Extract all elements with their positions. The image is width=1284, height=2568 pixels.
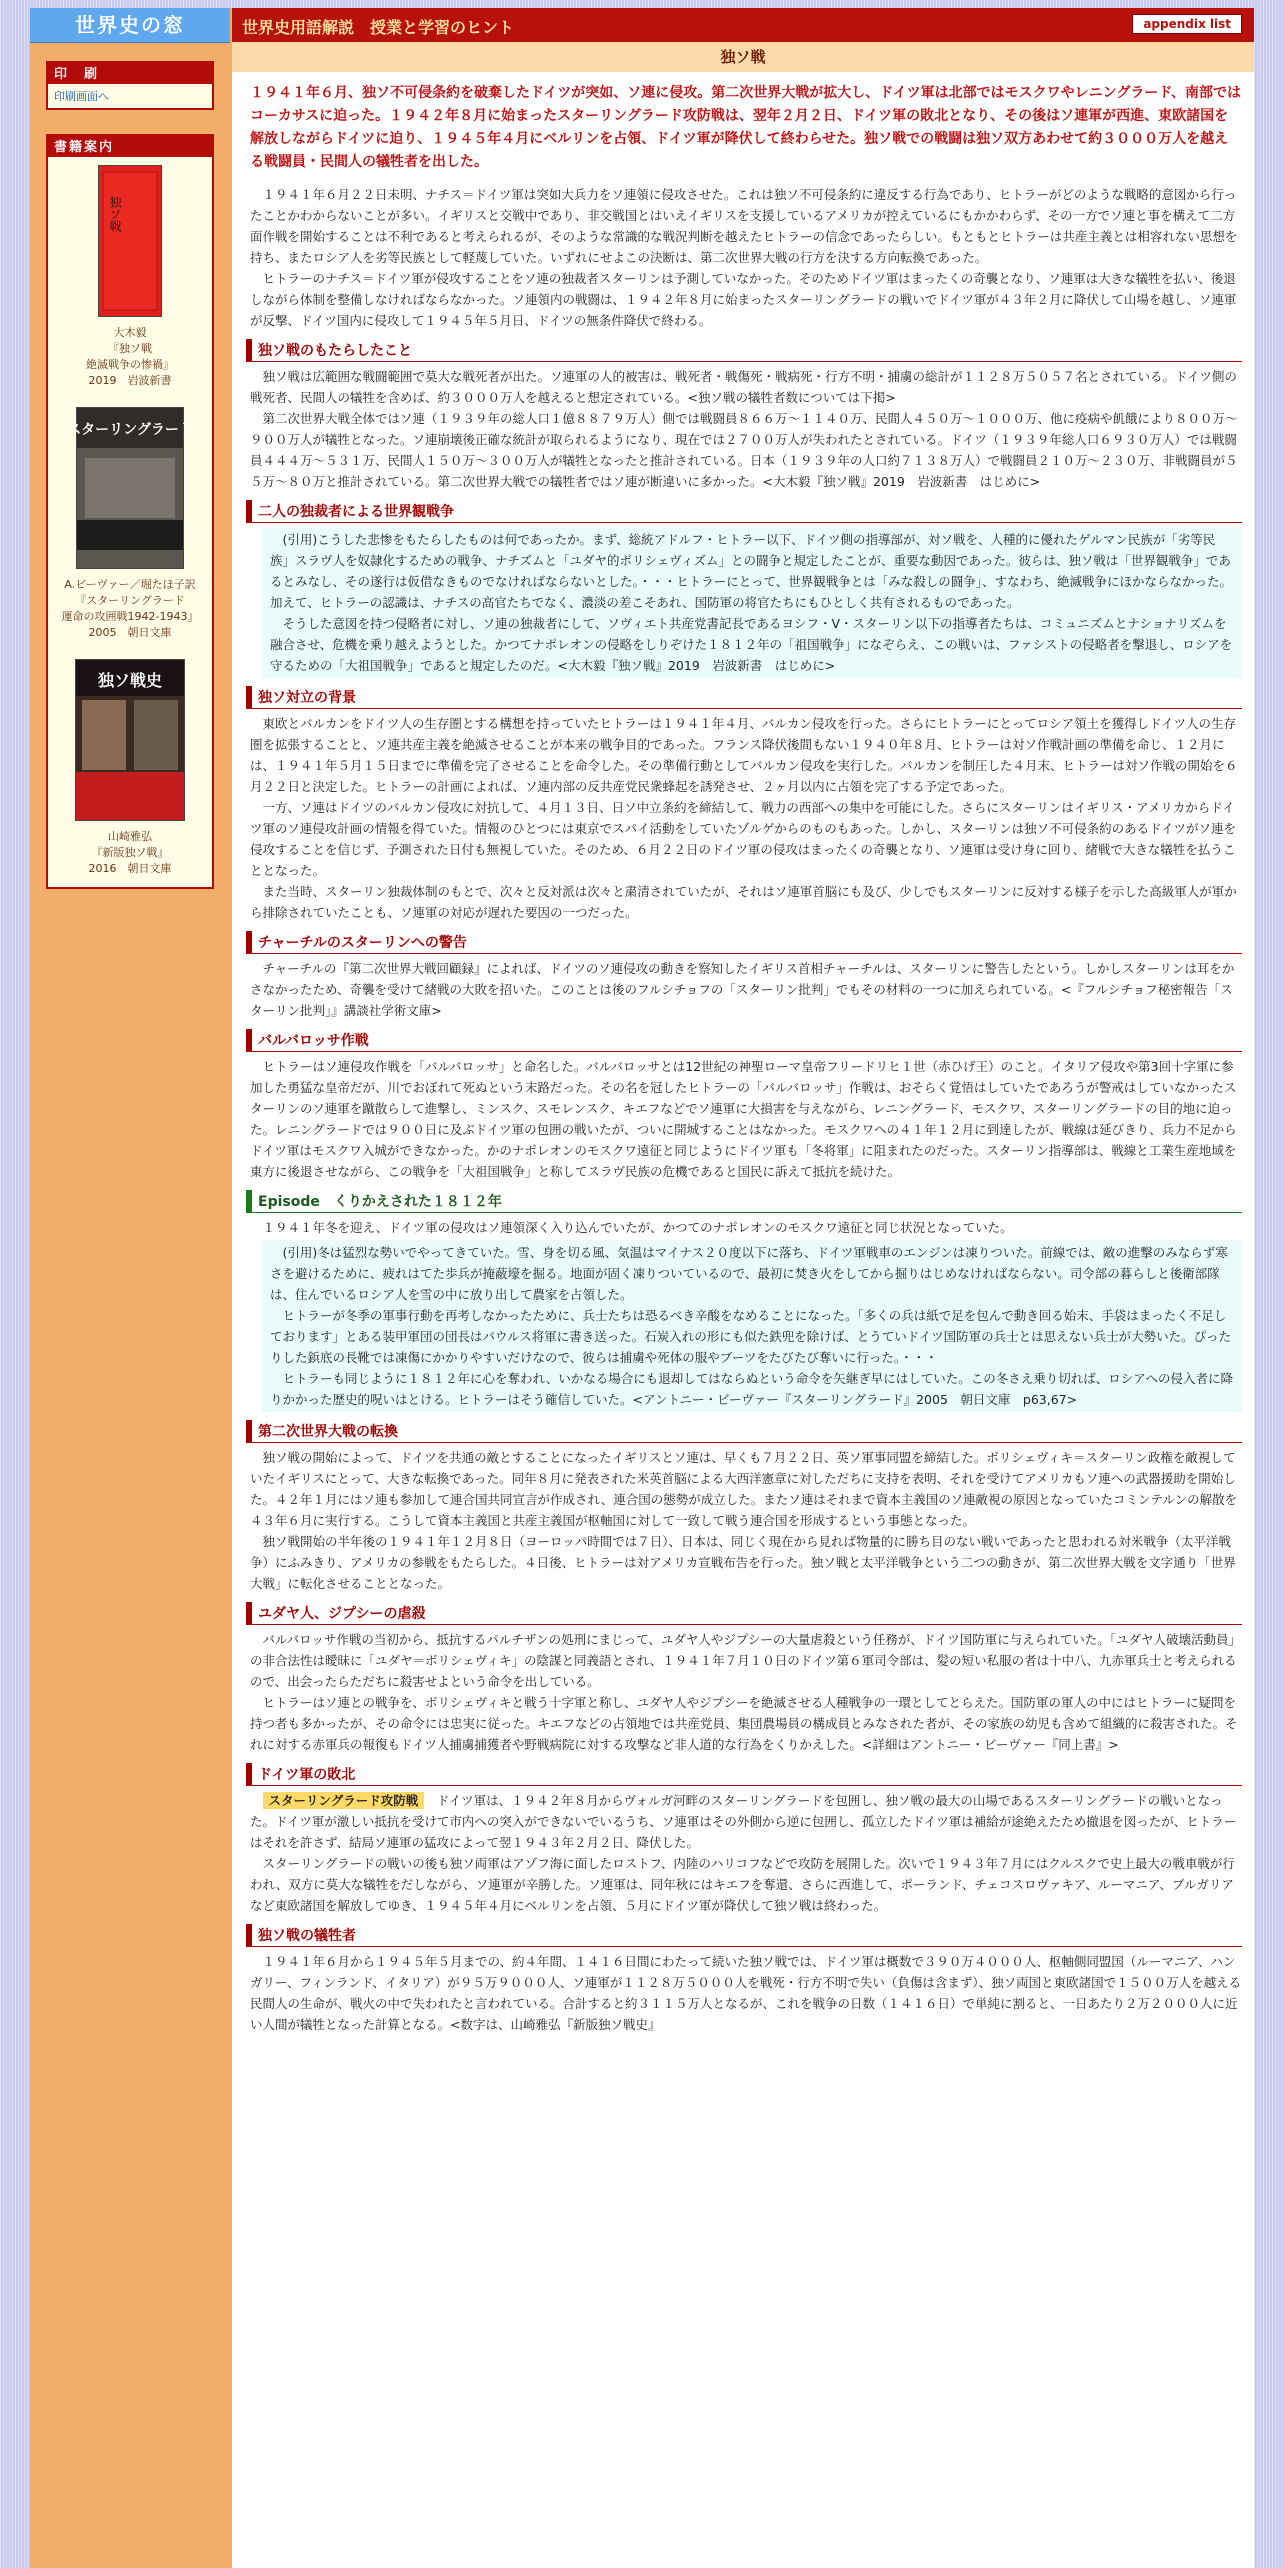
book-item[interactable]	[48, 157, 212, 399]
section-paragraph: １９４１年６月から１９４５年５月までの、約４年間、１４１６日間にわたって続いた独ソ戦では、ドイツ軍は概数で３９０万４０００人、枢軸側同盟国（ルーマニア、ハンガリー、フィンランド、イタリア）が９５万９０００人、ソ連軍が１１２８万５０００人を戦死・行方不明で失い（負傷は含まず）、独ソ両国と東欧諸国で１５００万人を越える民間人の生命が、戦火の中で失われたと言われている。合計すると約３１１５万人となるが、これを戦争の日数（１４１６日）で単純に割ると、一日あたり２万２０００人に近い人間が犠牲となった計算となる。<数字は、山崎雅弘『新版独ソ戦史』	[250, 1954, 1242, 2032]
appendix-list-button[interactable]: appendix list	[1132, 14, 1242, 34]
book-title: 『新版独ソ戦』	[91, 846, 169, 859]
section-paragraph: 東欧とバルカンをドイツ人の生存圏とする構想を持っていたヒトラーは１９４１年４月、バルカン侵攻を行った。さらにヒトラーにとってロシア領土を獲得しドイツ人の生存圏を拡張することと、ソ連共産主義を絶滅させることが本来の戦争目的であった。フランス降伏後間もない１９４０年８月、ヒトラーは対ソ作戦計画の準備を命じ、１２月には、１９４１年５月１５日までに準備を完了させることを命令した。その準備行動としてバルカン侵攻を実行した。バルカンを制圧した４月末、ヒトラーは対ソ作戦の開始を６月２２日と決定した。ヒトラーの計画によれば、ソ連内部の反共産党民衆蜂起を誘発させ、２ヶ月以内に占領を完了する予定であった。	[250, 716, 1238, 794]
book-publisher: 2016 朝日文庫	[88, 862, 172, 875]
book-publisher: 2005 朝日文庫	[88, 626, 172, 639]
main-content	[232, 8, 1254, 2568]
book-title: 『スターリングラード	[75, 594, 185, 607]
section-paragraph: 独ソ戦開始の半年後の１９４１年１２月８日（ヨーロッパ時間では７日）、日本は、同じく現在から見れば物量的に勝ち目のない戦いであったと思われる対米戦争（太平洋戦争）にふみきり、アメリカの参戦をもたらした。４日後、ヒトラーは対アメリカ宣戦布告を行った。独ソ戦と太平洋戦争という二つの動きが、第二次世界大戦を文字通り「世界大戦」に転化させることとなった。	[250, 1534, 1236, 1591]
lead-summary: １９４１年６月、独ソ不可侵条約を破棄したドイツが突如、ソ連に侵攻。第二次世界大戦が拡大し、ドイツ軍は北部ではモスクワやレニングラード、南部ではコーカサスに迫った。１９４２年８月に始まったスターリングラード攻防戦は、翌年２月２日、ドイツ軍の敗北となり、その後はソ連軍が西進、東欧諸国を解放しながらドイツに迫り、１９４５年４月にベルリンを占領、ドイツ軍が降伏して終わらせた。独ソ戦での戦闘は独ソ双方あわせて約３０００万人を越える戦闘員・民間人の犠牲者を出した。	[250, 85, 1242, 170]
book-item[interactable]	[48, 399, 212, 651]
section-heading: 独ソ戦の犠牲者	[246, 1924, 1242, 1947]
section-heading: Episode くりかえされた１８１２年	[246, 1190, 1242, 1213]
book-list	[46, 157, 214, 889]
book-author: 大木毅	[113, 326, 147, 339]
section-paragraph: また当時、スターリン独裁体制のもとで、次々と反対派は次々と粛清されていたが、それはソ連軍首脳にも及び、少しでもスターリンに反対する様子を示した高級軍人が軍から排除されていたことも、ソ連軍の対応が遅れた要因の一つだった。	[250, 884, 1237, 920]
quotation-paragraph: ヒトラーが冬季の軍事行動を再考しなかったために、兵士たちは恐るべき辛酸をなめることになった。「多くの兵は紙で足を包んで動き回る始末、手袋はまったく不足しております」とある装甲軍団の団長はパウルス将軍に書き送った。石炭入れの形にも似た鉄兜を除けば、とうていドイツ国防軍の兵士とは思えない兵士が大勢いた。ぴったりした鋲底の長靴では凍傷にかかりやすいだけなので、彼らは捕虜や死体の服やブーツをたびたび奪いに行った。・・・	[270, 1308, 1232, 1365]
site-logo[interactable]: 世界史の窓	[30, 8, 230, 43]
section-paragraph: 一方、ソ連はドイツのバルカン侵攻に対抗して、４月１３日、日ソ中立条約を締結して、戦力の西部への集中を可能にした。さらにスターリンはイギリス・アメリカからドイツ軍のソ連侵攻計画の情報を得ていた。情報のひとつには東京でスパイ活動をしていたゾルゲからのものもあった。しかし、スターリンは独ソ不可侵条約のあるドイツがソ連を侵攻することを信じず、予測された日付も無視していた。そのため、６月２２日のドイツ軍の侵攻はまったくの奇襲となり、ソ連軍は受け身に回り、緒戦で大きな犠牲を払うこととなった。	[250, 800, 1237, 878]
quotation-block	[262, 1240, 1242, 1412]
section-paragraph: スターリングラードの戦いの後も独ソ両軍はアゾフ海に面したロストフ、内陸のハリコフなどで攻防を展開した。次いで１９４３年７月にはクルスクで史上最大の戦車戦が行われ、双方に莫大な犠牲をだしながら、ソ連軍が辛勝した。ソ連軍は、同年秋にはキエフを奪還、さらに西進して、ポーランド、チェコスロヴァキア、ルーマニア、ブルガリアなど東欧諸国を解放してゆき、１９４５年４月にベルリンを占領、５月にドイツ軍が降伏して独ソ戦は終わった。	[250, 1856, 1235, 1913]
print-link[interactable]: 印刷画面へ	[54, 90, 109, 103]
quotation-paragraph: そうした意図を持つ侵略者に対し、ソ連の独裁者にして、ソヴィエト共産党書記長であるヨシフ・V・スターリン以下の指導者たちは、コミュニズムとナショナリズムを融合させ、危機を乗り越えようとした。かつてナポレオンの侵略をしりぞけた１８１２年の「祖国戦争」になぞらえ、この戦いは、ファシストの侵略者を撃退し、ロシアを守るための「大祖国戦争」であると規定したのだ。<大木毅『独ソ戦』2019 岩波新書 はじめに>	[270, 616, 1233, 673]
section-paragraph	[250, 1790, 1242, 1853]
section-paragraph: チャーチルの『第二次世界大戦回顧録』によれば、ドイツのソ連侵攻の動きを察知したイギリス首相チャーチルは、スターリンに警告したという。しかしスターリンは耳をかさなかったため、奇襲を受けて緒戦の大敗を招いた。このことは後のフルシチョフの「スターリン批判」でもその材料の一つに加えられている。<『フルシチョフ秘密報告「スターリン批判」』講談社学術文庫>	[250, 961, 1235, 1018]
page-title: 独ソ戦	[232, 42, 1254, 72]
section-heading: 二人の独裁者による世界観戦争	[246, 500, 1242, 523]
site-section-title: 世界史用語解説 授業と学習のヒント	[242, 18, 515, 37]
book-subtitle: 運命の攻囲戦1942-1943』	[61, 610, 199, 623]
svg-text:スターリングラード: スターリングラード	[67, 422, 193, 438]
topic-tag[interactable]: スターリングラード攻防戦	[263, 1792, 425, 1809]
section-heading: バルバロッサ作戦	[246, 1029, 1242, 1052]
section-paragraph: １９４１年冬を迎え、ドイツ軍の侵攻はソ連領深く入り込んでいたが、かつてのナポレオンのモスクワ遠征と同じ状況となっていた。	[262, 1220, 1013, 1235]
quotation-paragraph: ヒトラーも同じように１８１２年に心を奪われ、いかなる場合にも退却してはならぬという命令を矢継ぎ早にはしていた。この冬さえ乗り切れば、ロシアへの侵入者に降りかかった歴史的呪いはとける。ヒトラーはそう確信していた。<アントニー・ビーヴァー『スターリングラード』2005 朝日文庫 p63,67>	[270, 1371, 1234, 1407]
page	[30, 8, 1254, 2568]
section-paragraph: バルバロッサ作戦の当初から、抵抗するパルチザンの処刑にまじって、ユダヤ人やジプシーの大量虐殺という任務が、ドイツ国防軍に与えられていた。「ユダヤ人破壊活動員」の非合法性は曖昧に「ユダヤ＝ボリシェヴィキ」の陰謀と同義語とされ、１９４１年７月１０日のドイツ第６軍司令部は、髪の短い私服の者は十中八、九赤軍兵士と考えられるので、出会ったらただちに殺害せよという命令を出している。	[250, 1632, 1242, 1689]
book-author: 山崎雅弘	[108, 830, 152, 843]
quotation-block	[262, 527, 1242, 678]
book-author: A.ビーヴァー／堀たほ子訳	[64, 578, 196, 591]
quotation-paragraph: (引用)冬は猛烈な勢いでやってきていた。雪、身を切る風、気温はマイナス２０度以下に落ち、ドイツ軍戦車のエンジンは凍りついた。前線では、敵の進撃のみならず寒さを避けるために、疲れはてた歩兵が掩蔽壕を掘る。地面が固く凍りついているので、最初に焚き火をしてから掘りはじめなければならない。司令部の暮らしと後衛部隊は、住んでいるロシア人を雪の中に放り出して農家を占領した。	[270, 1245, 1228, 1302]
intro-paragraph: １９４１年６月２２日未明、ナチス＝ドイツ軍は突如大兵力をソ連領に侵攻させた。これは独ソ不可侵条約に違反する行為であり、ヒトラーがどのような戦略的意図から行ったことかわからないことが多い。イギリスと交戦中であり、非交戦国とはいえイギリスを支援しているアメリカが控えているにもかかわらず、その一方でソ連と事を構えて二方面作戦を開始することは不利であると考えられるが、そのような常識的な戦況判断を越えたヒトラーの信念であったらしい。もともとヒトラーは共産主義とは相容れない思想を持ち、またロシア人を劣等民族として軽蔑していた。いずれにせよこの決断は、第二次世界大戦の行方を決する方向転換であった。	[250, 187, 1238, 265]
header-bar	[232, 8, 1254, 42]
svg-text:独ソ戦史: 独ソ戦史	[97, 671, 163, 690]
section-paragraph: ヒトラーはソ連侵攻作戦を「バルバロッサ」と命名した。バルバロッサとは12世紀の神聖ローマ皇帝フリードリヒ１世（赤ひげ王）のこと。イタリア侵攻や第3回十字軍に参加した勇猛な皇帝だが、川でおぼれて死ぬという末路だった。その名を冠したヒトラーの「バルバロッサ」作戦は、おそらく覚悟はしていたであろうが警戒はしていなかったスターリンのソ連軍を蹴散らして進撃し、ミンスク、スモレンスク、キエフなどでソ連軍に大損害を与えながら、レニングラード、モスクワ、スターリングラードの目的地に迫った。レニングラードでは９００日に及ぶドイツ軍の包囲の戦いたが、ついに開城することはなかった。モスクワへの４１年１２月に到達したが、戦線は延びきり、兵力不足からドイツ軍はモスクワ入城ができなかった。かのナポレオンのモスクワ遠征と同じようにドイツ軍も「冬将軍」に阻まれたのだった。スターリン指導部は、戦線と工業生産地域を東方に後退させながら、この戦争を「大祖国戦争」と称してスラヴ民族の危機であると国民に訴えて抵抗を続けた。	[250, 1059, 1237, 1179]
section-paragraph: 第二次世界大戦全体ではソ連（１９３９年の総人口１億８８７９万人）側では戦闘員８６６万～１１４０万、民間人４５０万～１０００万、他に疫病や飢餓により８００万～９００万人が犠牲となった。ソ連崩壊後正確な統計が取られるようになり、現在では２７００万人が失われたとされている。ドイツ（１９３９年総人口６９３０万人）では戦闘員４４４万～５３１万、民間人１５０万～３００万人が犠牲となったと推計されている。日本（１９３９年の人口約７１３８万人）で戦闘員２１０万～２３０万、非戦闘員が５５万～８０万と推計されている。第二次世界大戦での犠牲者ではソ連が断違いに多かった。<大木毅『独ソ戦』2019 岩波新書 はじめに>	[250, 411, 1238, 489]
book-item[interactable]	[48, 651, 212, 887]
section-heading: 独ソ戦のもたらしたこと	[246, 339, 1242, 362]
sidebar	[30, 8, 230, 2568]
intro-paragraph: ヒトラーのナチス＝ドイツ軍が侵攻することをソ連の独裁者スターリンは予測していなかった。そのためドイツ軍はまったくの奇襲となり、ソ連軍は大きな犠牲を払い、後退しながら体制を整備しなければならなかった。ソ連領内の戦闘は、１９４２年８月に始まったスターリングラードの戦いでドイツ軍が４３年２月に降伏して山場を越し、ソ連軍が反撃、ドイツ国内に侵攻して１９４５年５月日、ドイツの無条件降伏で終わる。	[250, 271, 1237, 328]
section-paragraph: ヒトラーはソ連との戦争を、ボリシェヴィキと戦う十字軍と称し、ユダヤ人やジプシーを絶滅させる人種戦争の一環としてとらえた。国防軍の軍人の中にはヒトラーに疑問を持つ者も多かったが、その命令には忠実に従った。キエフなどの占領地では共産党員、集団農場員の構成員とみなされた者が、その家族の幼児も含めて組織的に殺害された。それに対する赤軍兵の報復もドイツ人捕虜捕獲者や野戦病院に対する攻撃など非人道的な行為をくりかえした。<詳細はアントニー・ビーヴァー『同上書』>	[250, 1695, 1238, 1752]
book-cover-image[interactable]	[75, 659, 185, 821]
quotation-paragraph: (引用)こうした悲惨をもたらしたものは何であったか。まず、総統アドルフ・ヒトラー以下、ドイツ側の指導部が、対ソ戦を、人種的に優れたゲルマン民族が「劣等民族」スラヴ人を奴隷化するための戦争、ナチズムと「ユダヤ的ボリシェヴィズム」との闘争と規定したことが、重要な動因であった。彼らは、独ソ戦は「世界観戦争」であるとみなし、その遂行は仮借なきものでなければならないとした。・・・ヒトラーにとって、世界観戦争とは「みな殺しの闘争」、すなわち、絶滅戦争にほかならなかった。加えて、ヒトラーの認識は、ナチスの高官たちでなく、濃淡の差こそあれ、国防軍の将官たちにもひとしく共有されるものであった。	[270, 532, 1233, 610]
print-heading: 印 刷	[46, 61, 214, 84]
section-heading: 第二次世界大戦の転換	[246, 1420, 1242, 1443]
section-paragraph: 独ソ戦の開始によって、ドイツを共通の敵とすることになったイギリスとソ連は、早くも７月２２日、英ソ軍事同盟を締結した。ボリシェヴィキ＝スターリン政権を敵視していたイギリスにとって、大きな転換であった。同年８月に発表された米英首脳による大西洋憲章に対しただちに支持を表明、それを受けてアメリカもソ連への武器援助を開始した。４２年１月にはソ連も参加して連合国共同宣言が作成され、連合国の態勢が成立した。またソ連はそれまで資本主義国のソ連敵視の原因となっていたコミンテルンの解散を４３年６月に実行する。こうして資本主義国と共産主義国が枢軸国に対して一致して戦う連合国を形成するという事態となった。	[250, 1450, 1238, 1528]
book-title: 『独ソ戦	[108, 342, 152, 355]
section-heading: ドイツ軍の敗北	[246, 1763, 1242, 1786]
paragraph-text: ドイツ軍は、１９４２年８月からヴォルガ河畔のスターリングラードを包囲し、独ソ戦の最大の山場であるスターリングラードの戦いとなった。ドイツ軍が激しい抵抗を受けて市内への突入ができないでいるうち、ソ連軍はその外側から逆に包囲し、孤立したドイツ軍は補給が途絶えたため撤退を図ったが、ヒトラーはそれを許さず、結局ソ連軍の猛攻によって翌１９４３年２月２日、降伏した。	[250, 1793, 1237, 1850]
section-heading: 独ソ対立の背景	[246, 686, 1242, 709]
book-subtitle: 絶滅戦争の惨禍』	[86, 358, 174, 371]
svg-text:独ソ戦: 独ソ戦	[108, 196, 122, 232]
section-heading: チャーチルのスターリンへの警告	[246, 931, 1242, 954]
book-cover-image[interactable]	[67, 407, 193, 569]
section-paragraph: 独ソ戦は広範囲な戦闘範囲で莫大な戦死者が出た。ソ連軍の人的被害は、戦死者・戦傷死・戦病死・行方不明・捕虜の総計が１１２８万５０５７名とされている。ドイツ側の戦死者、民間人の犠牲を含めば、約３０００万人を越えると想定されている。<独ソ戦の犠牲者数については下掲>	[250, 369, 1237, 405]
section-heading: ユダヤ人、ジプシーの虐殺	[246, 1602, 1242, 1625]
book-cover-image[interactable]	[98, 165, 162, 317]
article	[232, 72, 1254, 2035]
book-publisher: 2019 岩波新書	[88, 374, 172, 387]
books-heading: 書籍案内	[46, 134, 214, 157]
